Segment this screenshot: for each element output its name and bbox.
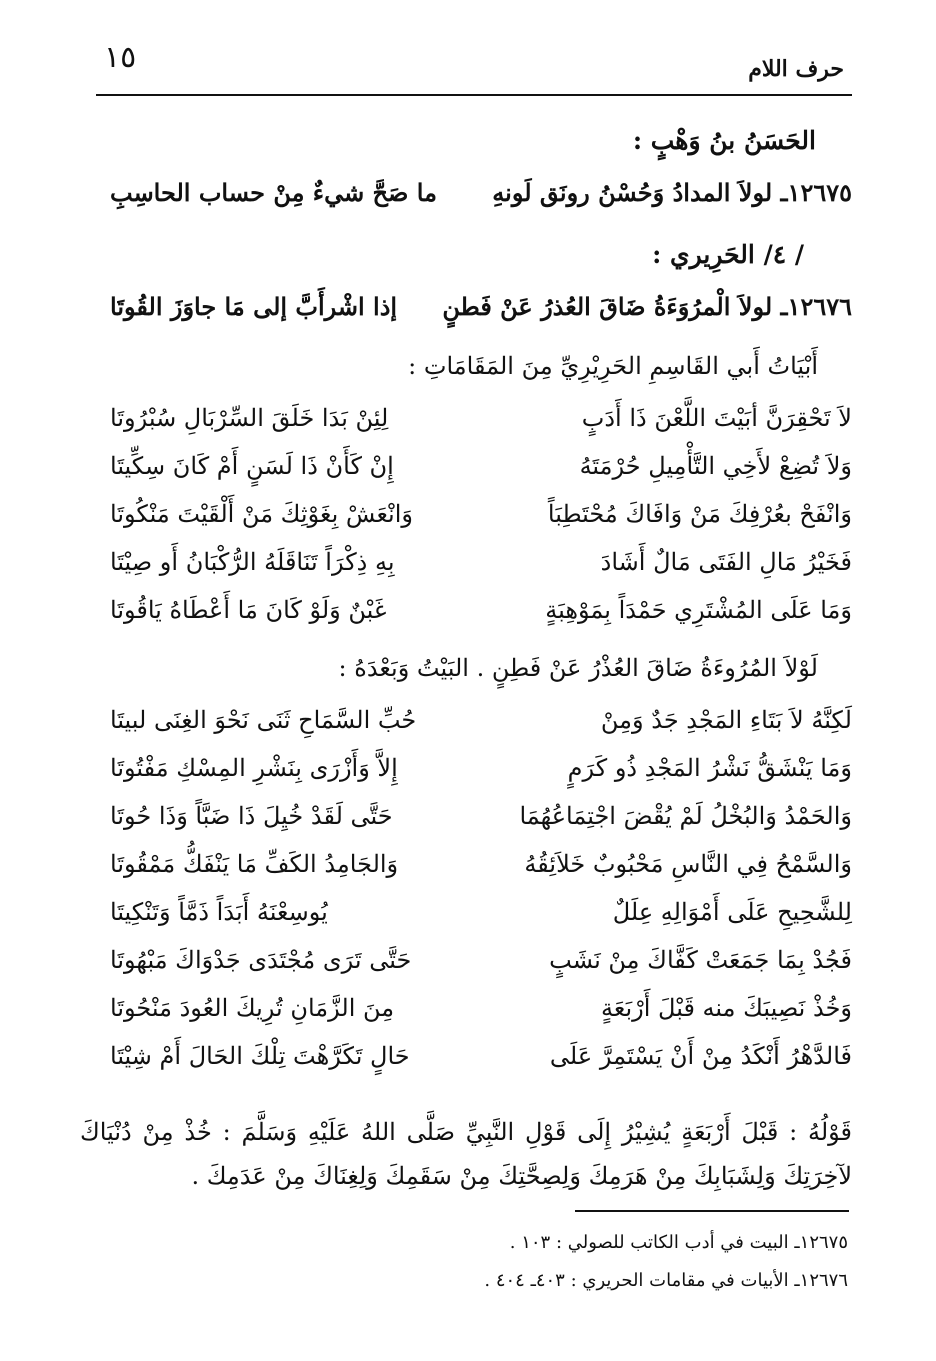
entry-heading: الحَسَنُ بنُ وَهْبٍ : — [632, 126, 816, 155]
verse-first-hemistich: وَخُذْ نَصِيبَكَ منه قَبْلَ أَرْبَعَةٍ — [601, 994, 852, 1022]
verse-line — [96, 946, 852, 996]
verse-second-hemistich: حُبِّ السَّمَاحِ ثَنَى نَحْوَ الغِنَى لبيتَا — [110, 706, 417, 734]
footnote: ١٢٦٧٥ـ البيت في أدب الكاتب للصولي : ١٠٣ . — [509, 1232, 848, 1253]
verse-line — [96, 500, 852, 550]
numbered-verse — [96, 292, 852, 342]
verse-first-hemistich: وَلاَ تُضِعْ لأَخِي التَّأْمِيلِ حُرْمَتَهُ — [579, 452, 852, 480]
verse-line — [96, 898, 852, 948]
verse-line — [96, 994, 852, 1044]
verse-line — [96, 706, 852, 756]
verse-first-hemistich: وَانْفَحْ بعُرْفِكَ مَنْ وَافَاكَ مُحْتَطِبَاً — [547, 500, 852, 528]
verse-first-hemistich: وَالحَمْدُ وَالبُخْلُ لَمْ يُقْضَ اجْتِمَاعُهُمَا — [519, 802, 852, 830]
commentary-paragraph: قَوْلُهُ : قَبْلَ أَرْبَعَةٍ يُشِيْرُ إِلَى قَوْلِ النَّبِيِّ صَلَّى اللهُ عَلَيْهِ وَسَلَّمَ : خُذْ مِنْ دُنْيَاكَ لآخِرَتِكَ وَلِشَبَابِكَ مِنْ هَرَمِكَ وَلِصِحَّتِكَ مِنْ سَقَمِكَ وَلِغِنَاكَ مِنْ عَدَمِكَ . — [80, 1118, 852, 1190]
numbered-verse — [96, 178, 852, 228]
verse-second-hemistich: حَتَّى تَرَى مُجْتَدَى جَدْوَاكَ مَبْهُوتَا — [110, 946, 412, 974]
verse-second-hemistich: وَالجَامِدُ الكَفِّ مَا يَنْفَكُّ مَمْقُوتَا — [110, 850, 399, 878]
verse-line — [96, 802, 852, 852]
verse-second-hemistich: وَانْعَشْ بِغَوْثِكَ مَنْ أَلْقَيْتَ مَنْكُوتَا — [110, 500, 413, 528]
verse-first-hemistich: فَجُدْ بِمَا جَمَعَتْ كَفَّاكَ مِنْ نَشَبٍ — [549, 946, 852, 974]
entry-heading: / ٤/ الحَرِيري : — [652, 240, 804, 269]
verse-second-hemistich: حَالٍ تَكَرَّهْتَ تِلْكَ الحَالَ أَمْ شِيْتَا — [110, 1042, 410, 1070]
verses-intro: أَبْيَاتُ أَبي القَاسِمِ الحَرِيْرِيِّ مِنَ المَقَامَاتِ : — [408, 352, 818, 380]
verse-first-hemistich: وَمَا عَلَى المُشْتَرِي حَمْدَاً بِمَوْهِبَةٍ — [545, 596, 852, 624]
verse-first-hemistich: وَالسَّمْحُ فِي النَّاسِ مَحْبُوبٌ خَلاَئِقُهُ — [524, 850, 852, 878]
verses-intro: لَوْلاَ المُرُوءَةُ ضَاقَ العُذْرُ عَنْ فَطِنٍ . البَيْتُ وَبَعْدَهُ : — [338, 654, 818, 682]
verse-second-hemistich: غَبْنٌ وَلَوْ كَانَ مَا أَعْطَاهُ يَاقُوتَا — [110, 596, 387, 624]
verse-first-hemistich: ١٢٦٧٥ـ لولاَ المدادُ وَحُسْنُ رونَق لَونهِ — [492, 178, 852, 207]
verse-line — [96, 548, 852, 598]
verse-line — [96, 850, 852, 900]
verse-second-hemistich: ما صَحَّ شيءٌ مِنْ حساب الحاسِبِ — [110, 178, 437, 207]
verse-first-hemistich: فَخَيْرُ مَالِ الفَتَى مَالٌ أَشَادَ — [600, 548, 852, 576]
verse-second-hemistich: يُوسِعْنَهُ أَبَدَاً ذَمَّاً وَتَنْكِيتَا — [110, 898, 328, 926]
footnote: ١٢٦٧٦ـ الأبيات في مقامات الحريري : ٤٠٣ـ ٤٠٤ . — [484, 1270, 848, 1291]
verse-first-hemistich: وَمَا يَنْشَقُّ نَشْرُ المَجْدِ ذُو كَرَمٍ — [567, 754, 852, 782]
verse-second-hemistich: إِنْ كَأَنْ ذَا لَسَنٍ أَمْ كَانَ سِكِّيتَا — [110, 452, 394, 480]
verse-first-hemistich: فَالدَّهْرُ أَنْكَدُ مِنْ أَنْ يَسْتَمِرَّ عَلَى — [549, 1042, 852, 1070]
verse-second-hemistich: إِلاَّ وَأَزْرَى بِنَشْرِ المِسْكِ مَفْتُوتَا — [110, 754, 398, 782]
verse-line — [96, 596, 852, 646]
page-number: ١٥ — [104, 40, 137, 75]
verse-second-hemistich: بِهِ ذِكْرَاً تَنَاقَلَهُ الرُّكْبَانُ أَو صِيْتَا — [110, 548, 395, 576]
verse-second-hemistich: إذا اشْرأَبَّ إلى مَا جاوَزَ القُوتَا — [110, 292, 398, 321]
verse-first-hemistich: لَكِنَّهُ لاَ بَتَاءِ المَجْدِ جَدٌ وَمِنْ — [600, 706, 852, 734]
verse-line — [96, 452, 852, 502]
verse-first-hemistich: لاَ تَحْقِرَنَّ أبَيْتَ اللَّعْنَ ذَا أَدَبٍ — [581, 404, 852, 432]
footnote-rule — [575, 1210, 849, 1212]
verse-line — [96, 404, 852, 454]
verse-line — [96, 754, 852, 804]
running-head: حرف اللام — [748, 56, 844, 82]
verse-second-hemistich: مِنَ الزَّمَانِ تُرِيكَ العُودَ مَنْحُوتَا — [110, 994, 395, 1022]
verse-first-hemistich: لِلشَّحِيحِ عَلَى أَمْوَالِهِ عِلَلٌ — [612, 898, 852, 926]
verse-line — [96, 1042, 852, 1092]
verse-first-hemistich: ١٢٦٧٦ـ لولاَ الْمرُوَءَةُ ضَاقَ العُذرُ عَنْ فَطنٍ — [442, 292, 852, 321]
header-rule — [96, 94, 852, 96]
verse-second-hemistich: حَتَّى لَقَدْ خُيِلَ ذَا ضَبَّاً وَذَا حُوتَا — [110, 802, 393, 830]
verse-second-hemistich: لِئِنْ بَدَا خَلَقَ السِّرْبَالِ سُبْرُوتَا — [110, 404, 389, 432]
